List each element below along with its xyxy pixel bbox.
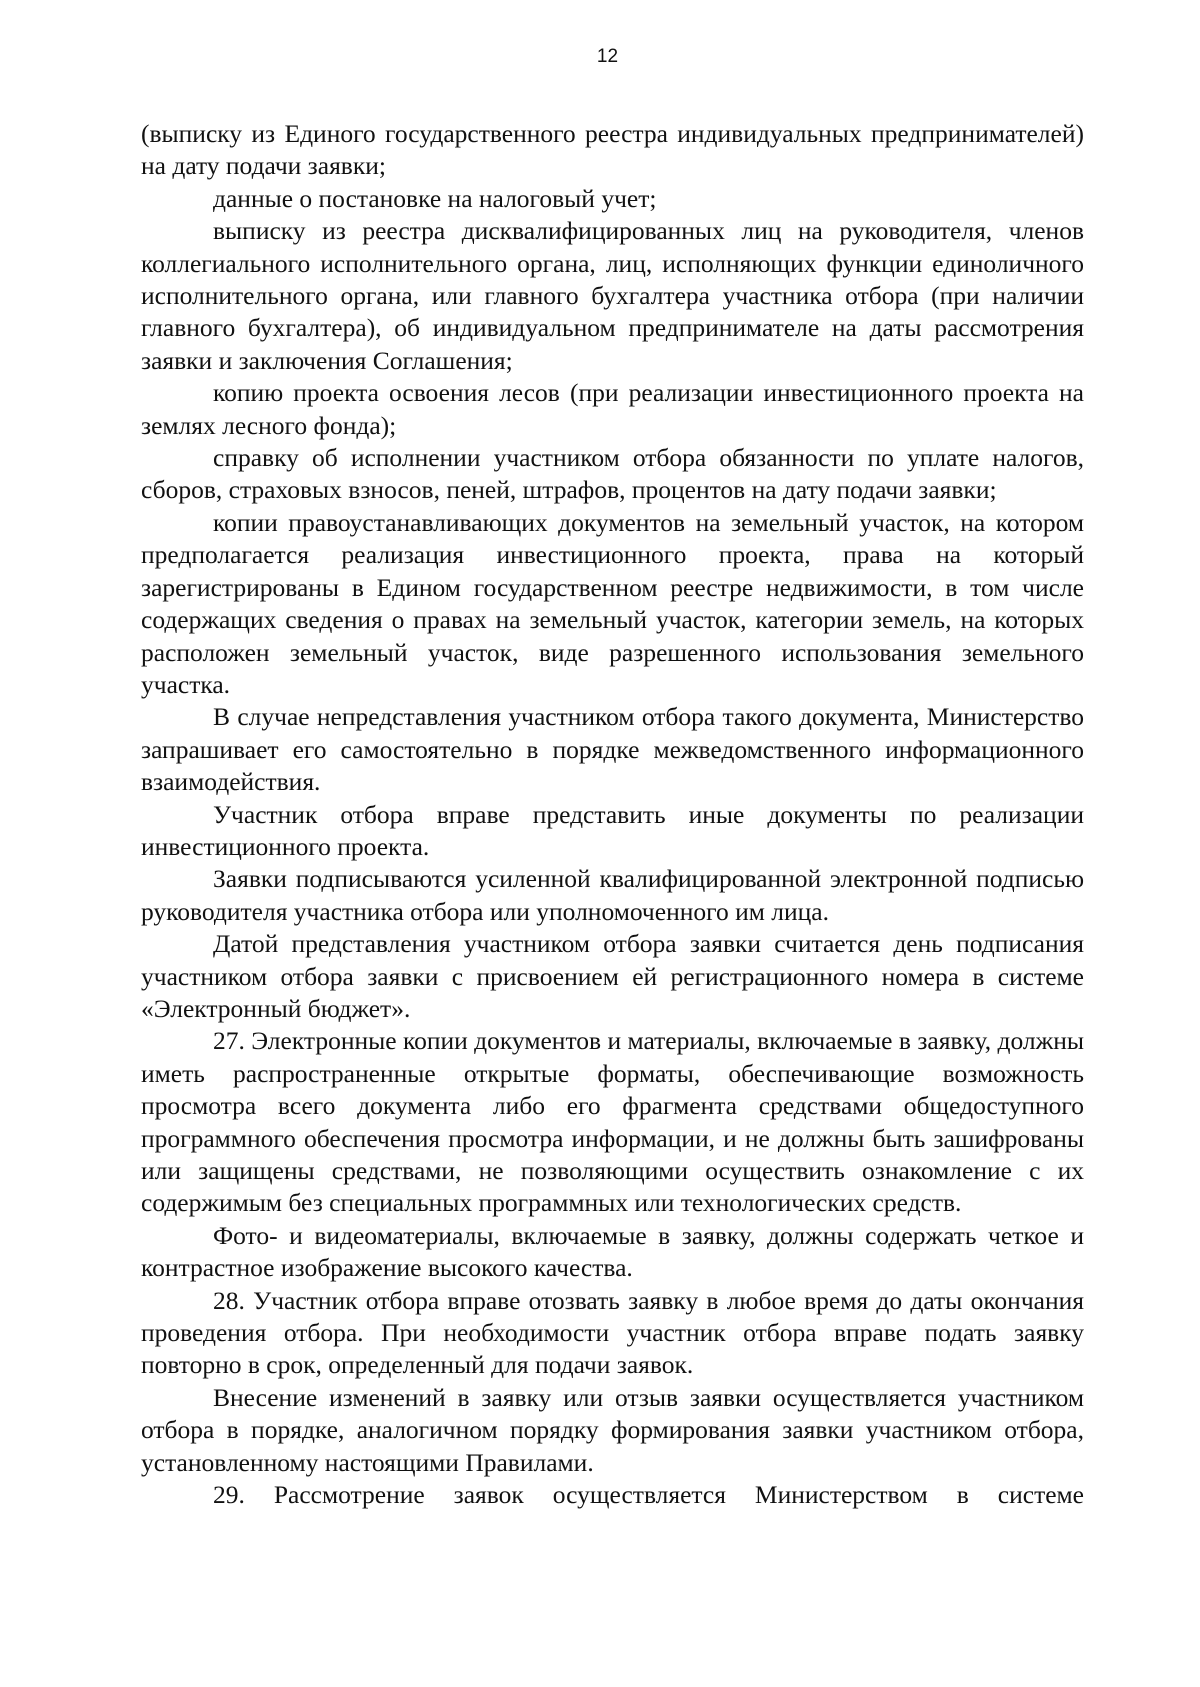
paragraph-tax-registration: данные о постановке на налоговый учет; xyxy=(213,183,657,213)
paragraph-item-29: 29. Рассмотрение заявок осуществляется Министерством в системе xyxy=(213,1480,1084,1510)
paragraph-item-27: 27. Электронные копии документов и материалы, включаемые в заявку, должны иметь распространенные открытые форматы, обеспечивающие возможность просмотра всего документа либо его фрагмента средствами общедоступного программного обеспечения просмотра информации, и не должны быть зашифрованы или защищены средствами, не позволяющими осуществить ознакомление с их содержимым без специальных программных или технологических средств. xyxy=(141,1026,1084,1218)
paragraph-submission-date: Датой представления участником отбора заявки считается день подписания участником отбора заявки с присвоением ей регистрационного номера в системе «Электронный бюджет». xyxy=(141,929,1084,1023)
paragraph-ministry-request: В случае непредставления участником отбора такого документа, Министерство запрашивает его самостоятельно в порядке межведомственного информационного взаимодействия. xyxy=(141,702,1084,797)
document-body xyxy=(141,118,1084,1511)
paragraph-land-documents: копии правоустанавливающих документов на земельный участок, на котором предполагается реализация инвестиционного проекта, права на который зарегистрированы в Едином государственном реестре недвижимости, в том числе содержащих сведения о правах на земельный участок, категории земель, на которых расположен земельный участок, виде разрешенного использования земельного участка. xyxy=(141,507,1084,699)
paragraph-forest-project: копию проекта освоения лесов (при реализации инвестиционного проекта на землях лесного фонда); xyxy=(141,378,1084,440)
paragraph-changes-withdrawal: Внесение изменений в заявку или отзыв заявки осуществляется участником отбора в порядке, аналогичном порядку формирования заявки участником отбора, установленному настоящими Правилами. xyxy=(141,1382,1084,1477)
paragraph-signature: Заявки подписываются усиленной квалифицированной электронной подписью руководителя участника отбора или уполномоченного им лица. xyxy=(141,864,1084,926)
paragraph-photo-video: Фото- и видеоматериалы, включаемые в заявку, должны содержать четкое и контрастное изображение высокого качества. xyxy=(141,1220,1084,1283)
paragraph-tax-certificate: справку об исполнении участником отбора обязанности по уплате налогов, сборов, страховых взносов, пеней, штрафов, процентов на дату подачи заявки; xyxy=(141,443,1084,505)
paragraph-disqualified-registry: выписку из реестра дисквалифицированных лиц на руководителя, членов коллегиального исполнительного органа, лиц, исполняющих функции единоличного исполнительного органа, или главного бухгалтера участника отбора (при наличии главного бухгалтера), об индивидуальном предпринимателе на даты рассмотрения заявки и заключения Соглашения; xyxy=(141,216,1084,375)
paragraph-item-28: 28. Участник отбора вправе отозвать заявку в любое время до даты окончания проведения отбора. При необходимости участник отбора вправе подать заявку повторно в срок, определенный для подачи заявок. xyxy=(141,1285,1084,1380)
paragraph-other-documents: Участник отбора вправе представить иные документы по реализации инвестиционного проекта. xyxy=(141,799,1084,861)
paragraph-egrip-extract: (выписку из Единого государственного реестра индивидуальных предпринимателей) на дату подачи заявки; xyxy=(141,119,1084,181)
page-number: 12 xyxy=(596,46,619,67)
